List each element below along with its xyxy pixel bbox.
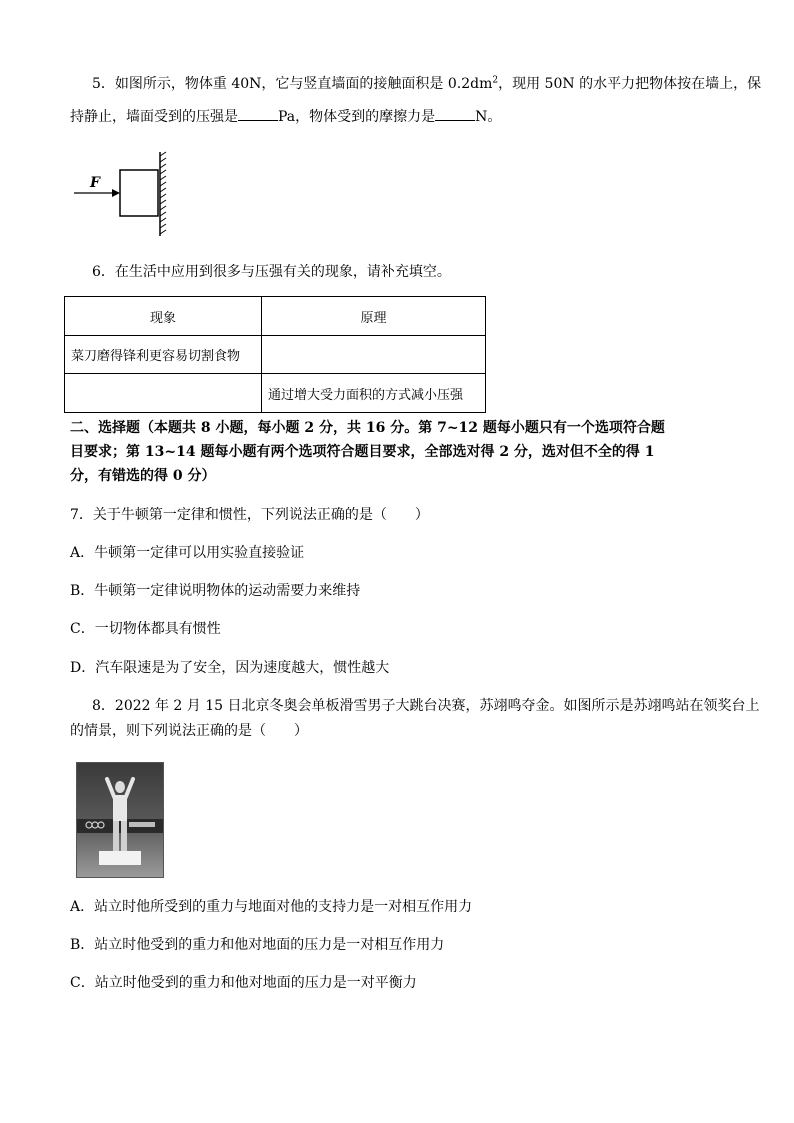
q5-line1-tail: ，现用 50N 的水平力把物体按在墙上，保 bbox=[498, 76, 762, 92]
q5-line2-c: N。 bbox=[475, 109, 502, 125]
q5-line2-b: Pa，物体受到的摩擦力是 bbox=[278, 109, 436, 125]
q8-option-a[interactable]: A．站立时他所受到的重力与地面对他的支持力是一对相互作用力 bbox=[70, 899, 473, 915]
q5-line1 bbox=[92, 74, 761, 94]
q5-line2 bbox=[70, 106, 501, 127]
section2-line3: 分，有错选的得 0 分） bbox=[70, 468, 216, 484]
q5-block bbox=[120, 170, 158, 216]
q8-option-b[interactable]: B．站立时他受到的重力和他对地面的压力是一对相互作用力 bbox=[70, 937, 445, 953]
q7-option-b[interactable]: B．牛顿第一定律说明物体的运动需要力来维持 bbox=[70, 583, 361, 599]
q8-stem-line2: 的情景，则下列说法正确的是（ ） bbox=[70, 723, 308, 739]
q5-blank-friction[interactable] bbox=[435, 106, 475, 121]
q8-podium-photo bbox=[76, 762, 164, 878]
q6-cell-r1c1: 菜刀磨得锋利更容易切割食物 bbox=[65, 336, 262, 374]
section2-line1: 二、选择题（本题共 8 小题，每小题 2 分，共 16 分。第 7~12 题每小题只有一个选项符合题 bbox=[70, 420, 665, 436]
q7-option-d[interactable]: D．汽车限速是为了安全，因为速度越大，惯性越大 bbox=[70, 660, 390, 676]
q7-option-c[interactable]: C．一切物体都具有惯性 bbox=[70, 621, 221, 637]
q6-header-principle: 原理 bbox=[262, 297, 486, 336]
q8-option-c[interactable]: C．站立时他受到的重力和他对地面的压力是一对平衡力 bbox=[70, 975, 417, 991]
q7-option-a[interactable]: A．牛顿第一定律可以用实验直接验证 bbox=[70, 545, 305, 561]
q5-line1-text: 5．如图所示，物体重 40N，它与竖直墙面的接触面积是 0.2dm bbox=[92, 76, 493, 92]
q7-stem: 7．关于牛顿第一定律和惯性，下列说法正确的是（ ） bbox=[70, 507, 429, 523]
q5-line1-superscript: 2 bbox=[492, 75, 499, 86]
q5-force-label: F bbox=[90, 175, 100, 191]
q6-table bbox=[64, 296, 486, 413]
section2-line2: 目要求；第 13~14 题每小题有两个选项符合题目要求，全部选对得 2 分，选对但不全的得 1 bbox=[70, 444, 655, 460]
q5-line2-a: 持静止，墙面受到的压强是 bbox=[70, 109, 238, 125]
q6-cell-r1c2-blank[interactable] bbox=[262, 336, 486, 374]
q6-header-phenomenon: 现象 bbox=[65, 297, 262, 336]
q5-force-diagram bbox=[70, 150, 170, 240]
q6-cell-r2c2: 通过增大受力面积的方式减小压强 bbox=[262, 374, 486, 413]
q6-cell-r2c1-blank[interactable] bbox=[65, 374, 262, 413]
q5-blank-pressure[interactable] bbox=[238, 106, 278, 121]
q5-wall-hatching bbox=[160, 152, 166, 234]
q8-stem-line1: 8．2022 年 2 月 15 日北京冬奥会单板滑雪男子大跳台决赛，苏翊鸣夺金。如图所示是苏翊鸣站在领奖台上 bbox=[92, 698, 760, 714]
q6-stem: 6．在生活中应用到很多与压强有关的现象，请补充填空。 bbox=[92, 264, 451, 280]
q5-arrow-head bbox=[112, 189, 120, 197]
